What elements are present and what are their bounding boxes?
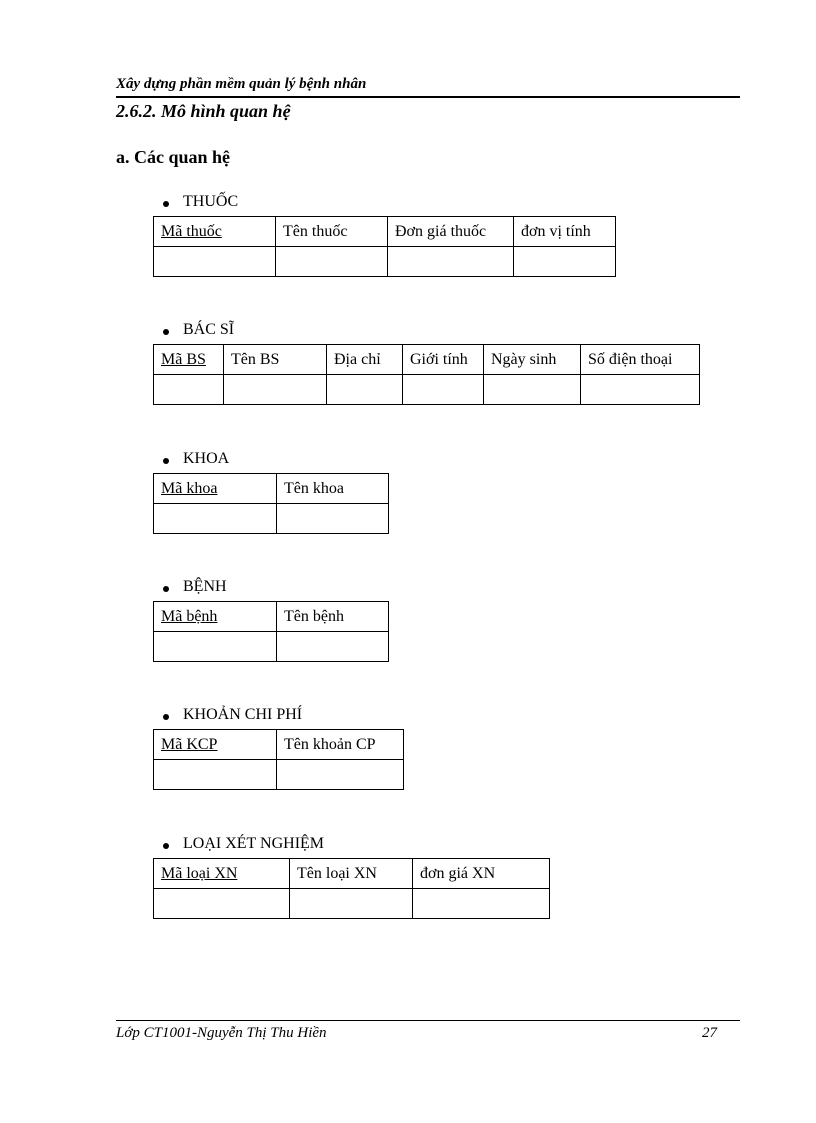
- page-number: 27: [702, 1025, 717, 1041]
- entity-name: THUỐC: [183, 193, 239, 210]
- empty-cell: [290, 889, 413, 919]
- relation-table: [153, 344, 700, 405]
- table-header-row: [154, 859, 550, 889]
- attribute-cell: Đơn giá thuốc: [388, 217, 514, 247]
- footer-rule: [116, 1020, 740, 1021]
- primary-key-cell: Mã thuốc: [154, 217, 276, 247]
- attribute-cell: Tên thuốc: [276, 217, 388, 247]
- primary-key-cell: Mã loại XN: [154, 859, 290, 889]
- table-empty-row: [154, 247, 616, 277]
- table-header-row: [154, 345, 700, 375]
- entity-name: LOẠI XÉT NGHIỆM: [183, 835, 325, 852]
- bullet-icon: [163, 586, 169, 592]
- empty-cell: [403, 375, 484, 405]
- attribute-cell: Tên bệnh: [277, 602, 389, 632]
- table-empty-row: [154, 504, 389, 534]
- attribute-cell: Địa chỉ: [327, 345, 403, 375]
- attribute-cell: Tên khoa: [277, 474, 389, 504]
- attribute-cell: đơn giá XN: [413, 859, 550, 889]
- primary-key-cell: Mã khoa: [154, 474, 277, 504]
- table-header-row: [154, 730, 404, 760]
- entity-name: BỆNH: [183, 578, 227, 595]
- empty-cell: [154, 247, 276, 277]
- empty-cell: [154, 504, 277, 534]
- empty-cell: [154, 889, 290, 919]
- bullet-icon: [163, 714, 169, 720]
- table-empty-row: [154, 375, 700, 405]
- empty-cell: [388, 247, 514, 277]
- attribute-cell: Ngày sinh: [484, 345, 581, 375]
- empty-cell: [154, 375, 224, 405]
- relation-table: [153, 601, 389, 662]
- relation-table: [153, 216, 616, 277]
- bullet-icon: [163, 329, 169, 335]
- empty-cell: [154, 760, 277, 790]
- entity-name: KHOẢN CHI PHÍ: [183, 706, 303, 723]
- footer-author: Lớp CT1001-Nguyễn Thị Thu Hiền: [116, 1025, 327, 1041]
- entity-name: KHOA: [183, 450, 230, 467]
- attribute-cell: đơn vị tính: [514, 217, 616, 247]
- primary-key-cell: Mã KCP: [154, 730, 277, 760]
- empty-cell: [277, 632, 389, 662]
- empty-cell: [277, 504, 389, 534]
- bullet-icon: [163, 201, 169, 207]
- table-header-row: [154, 602, 389, 632]
- empty-cell: [276, 247, 388, 277]
- running-header-title: Xây dựng phần mềm quản lý bệnh nhân: [116, 76, 367, 92]
- attribute-cell: Tên BS: [224, 345, 327, 375]
- table-empty-row: [154, 760, 404, 790]
- bullet-icon: [163, 458, 169, 464]
- primary-key-cell: Mã bệnh: [154, 602, 277, 632]
- empty-cell: [581, 375, 700, 405]
- entity-name: BÁC SĨ: [183, 321, 235, 338]
- empty-cell: [484, 375, 581, 405]
- empty-cell: [514, 247, 616, 277]
- table-empty-row: [154, 889, 550, 919]
- empty-cell: [224, 375, 327, 405]
- table-header-row: [154, 217, 616, 247]
- relation-table: [153, 729, 404, 790]
- primary-key-cell: Mã BS: [154, 345, 224, 375]
- bullet-icon: [163, 843, 169, 849]
- empty-cell: [154, 632, 277, 662]
- attribute-cell: Số điện thoại: [581, 345, 700, 375]
- attribute-cell: Giới tính: [403, 345, 484, 375]
- empty-cell: [327, 375, 403, 405]
- relation-table: [153, 473, 389, 534]
- empty-cell: [413, 889, 550, 919]
- section-title: 2.6.2. Mô hình quan hệ: [116, 101, 291, 121]
- header-rule: [116, 96, 740, 98]
- relation-table: [153, 858, 550, 919]
- attribute-cell: Tên loại XN: [290, 859, 413, 889]
- subsection-title: a. Các quan hệ: [116, 147, 231, 167]
- attribute-cell: Tên khoản CP: [277, 730, 404, 760]
- empty-cell: [277, 760, 404, 790]
- table-empty-row: [154, 632, 389, 662]
- table-header-row: [154, 474, 389, 504]
